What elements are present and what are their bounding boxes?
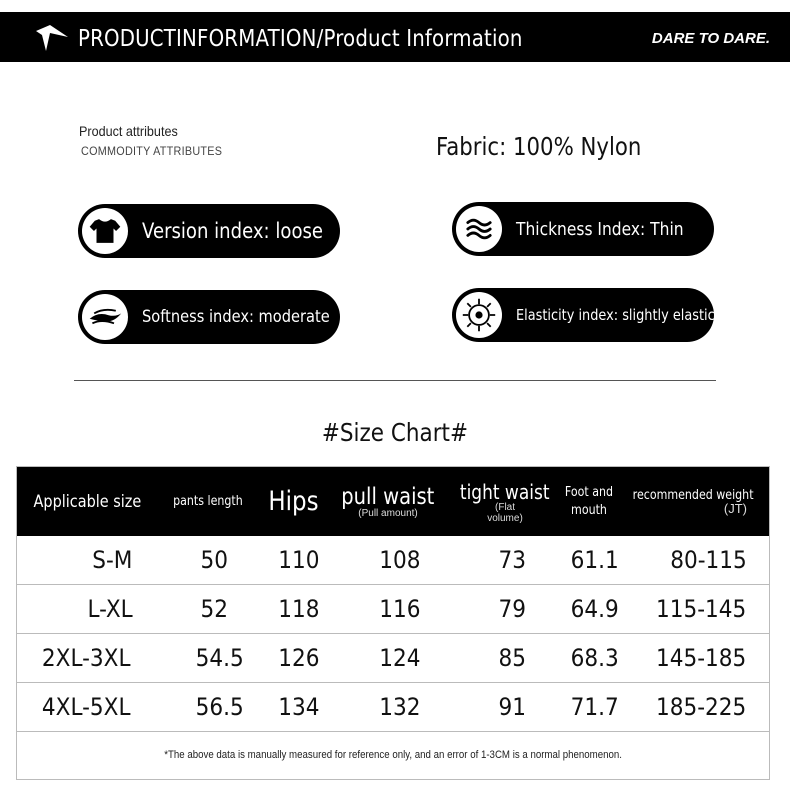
size-chart-table — [16, 466, 770, 780]
foot-mouth-cell: 61.1 — [570, 546, 619, 574]
stretch-icon — [456, 292, 502, 338]
measurement-note: *The above data is manually measured for reference only, and an error of 1-3CM is a normal phenomenon. — [164, 749, 622, 761]
table-row — [17, 634, 769, 683]
foot-mouth-cell: 68.3 — [570, 644, 619, 672]
foot-mouth-cell: 71.7 — [570, 693, 619, 721]
size-cell: 2XL-3XL — [41, 644, 131, 672]
header-pants-length: pants length — [173, 494, 243, 509]
feather-icon — [82, 294, 128, 340]
header-applicable-size: Applicable size — [33, 491, 141, 512]
thickness-index-label: Thickness Index: Thin — [516, 218, 684, 240]
tight-waist-cell: 79 — [498, 595, 527, 623]
version-index-label: Version index: loose — [142, 219, 324, 243]
fabric-info: Fabric: 100% Nylon — [436, 132, 642, 161]
header-tight-waist: tight waist (Flat volume) — [460, 479, 550, 524]
foot-mouth-cell: 64.9 — [570, 595, 619, 623]
softness-index-label: Softness index: moderate — [142, 307, 330, 327]
tight-waist-cell: 73 — [498, 546, 527, 574]
table-row — [17, 536, 769, 585]
weight-cell: 115-145 — [655, 595, 746, 623]
header-bar — [0, 12, 790, 62]
waves-icon — [456, 206, 502, 252]
tight-waist-cell: 91 — [498, 693, 527, 721]
tight-waist-cell: 85 — [498, 644, 527, 672]
brand-slogan: DARE TO DARE. — [651, 30, 770, 47]
thickness-index-pill — [452, 202, 714, 256]
version-index-pill — [78, 204, 340, 258]
size-chart-title: #Size Chart# — [321, 418, 469, 447]
weight-cell: 185-225 — [655, 693, 746, 721]
hips-cell: 118 — [278, 595, 320, 623]
hips-cell: 110 — [278, 546, 320, 574]
elasticity-index-pill — [452, 288, 714, 342]
pull-waist-cell: 108 — [379, 546, 421, 574]
bird-logo-icon — [34, 23, 70, 53]
length-cell: 54.5 — [195, 644, 244, 672]
length-cell: 50 — [200, 546, 229, 574]
attributes-subtitle: COMMODITY ATTRIBUTES — [81, 144, 223, 158]
size-cell: L-XL — [87, 595, 133, 623]
header-recommended-weight: recommended weight (JT) — [632, 487, 754, 516]
attributes-title: Product attributes — [79, 123, 178, 139]
section-divider — [74, 380, 716, 381]
table-header — [17, 467, 769, 536]
pull-waist-cell: 132 — [379, 693, 421, 721]
size-cell: S-M — [92, 546, 133, 574]
header-hips: Hips — [268, 486, 320, 517]
hips-cell: 134 — [278, 693, 320, 721]
size-cell: 4XL-5XL — [41, 693, 131, 721]
table-row — [17, 683, 769, 732]
hips-cell: 126 — [278, 644, 320, 672]
length-cell: 52 — [200, 595, 229, 623]
softness-index-pill — [78, 290, 340, 344]
weight-cell: 80-115 — [670, 546, 747, 574]
page-title: PRODUCTINFORMATION/Product Information — [78, 26, 523, 52]
pull-waist-cell: 124 — [379, 644, 421, 672]
header-foot-mouth: Foot and mouth — [564, 484, 614, 518]
table-row — [17, 585, 769, 634]
header-pull-waist: pull waist (Pull amount) — [341, 484, 435, 519]
tshirt-icon — [82, 208, 128, 254]
length-cell: 56.5 — [195, 693, 244, 721]
pull-waist-cell: 116 — [379, 595, 421, 623]
weight-cell: 145-185 — [655, 644, 746, 672]
elasticity-index-label: Elasticity index: slightly elastic — [516, 306, 715, 324]
